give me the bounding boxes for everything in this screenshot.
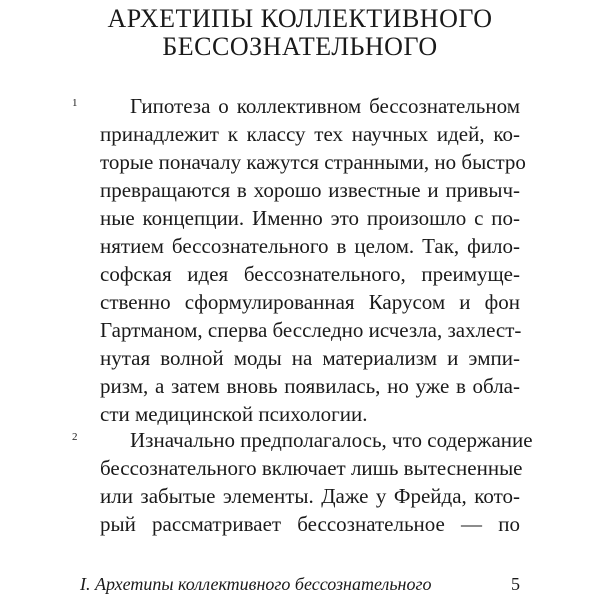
text-line: ризм, а затем вновь появилась, но уже в обла-: [100, 374, 520, 398]
text-line: софская идея бессознательного, преимуще-: [100, 262, 520, 286]
chapter-title-line-2: БЕССОЗНАТЕЛЬНОГО: [162, 32, 438, 61]
text-line: принадлежит к классу тех научных идей, ко-: [100, 122, 520, 146]
text-line: торые поначалу кажутся странными, но быстро: [100, 150, 526, 174]
text-line: нятием бессознательного в целом. Так, фило-: [100, 234, 520, 258]
text-line: ственно сформулированная Карусом и фон: [100, 290, 520, 314]
text-line: Изначально предполагалось, что содержание: [130, 428, 533, 452]
text-line: превращаются в хорошо известные и привыч-: [100, 178, 520, 202]
text-line: бессознательного включает лишь вытесненные: [100, 456, 523, 480]
text-line: или забытые элементы. Даже у Фрейда, кото-: [100, 484, 520, 508]
text-line: сти медицинской психологии.: [100, 402, 368, 426]
chapter-title-line-1: АРХЕТИПЫ КОЛЛЕКТИВНОГО: [107, 4, 493, 33]
text-line: рый рассматривает бессознательное — по: [100, 512, 520, 536]
paragraph-number: 1: [72, 97, 78, 109]
paragraph-number: 2: [72, 431, 78, 443]
text-line: ные концепции. Именно это произошло с по-: [100, 206, 520, 230]
text-line: нутая волной моды на материализм и эмпи-: [100, 346, 520, 370]
text-line: Гипотеза о коллективном бессознательном: [130, 94, 520, 118]
running-title: I. Архетипы коллективного бессознательного: [80, 574, 432, 594]
page-number: 5: [511, 574, 520, 594]
text-line: Гартманом, сперва бесследно исчезла, захлест-: [100, 318, 522, 342]
page-footer: [80, 573, 520, 595]
